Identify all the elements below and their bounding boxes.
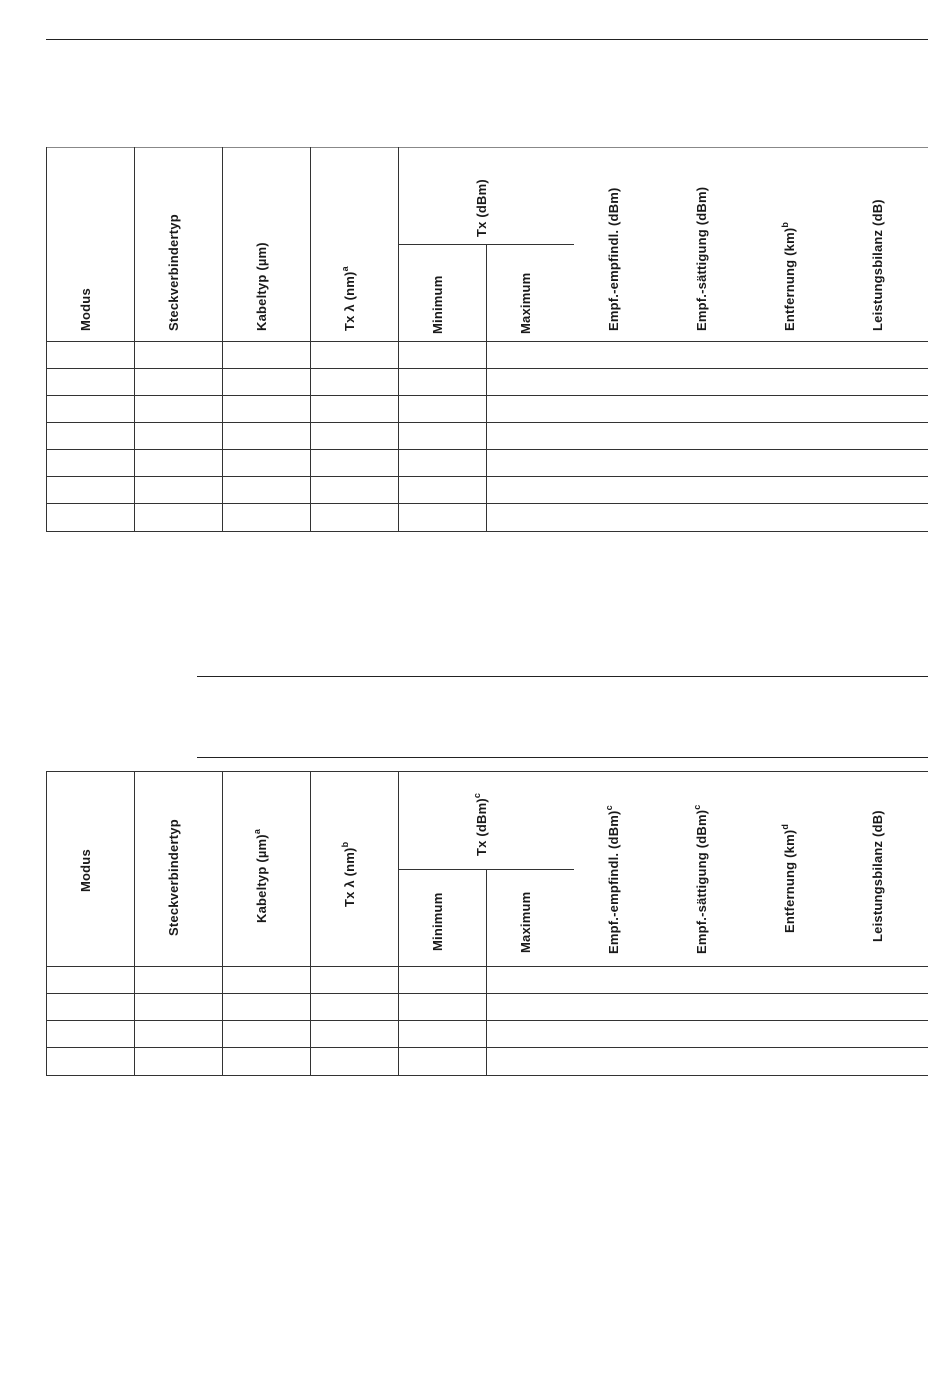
table-row xyxy=(46,993,928,994)
footnote-marker: a xyxy=(252,828,262,835)
footnote-marker: b xyxy=(780,221,790,228)
table2-caption-rule-top xyxy=(197,676,928,677)
header-leistungsbilanz: Leistungsbilanz (dB) xyxy=(870,810,885,942)
footnote-marker: b xyxy=(340,841,350,848)
header-steckverbindertyp: Steckverbindertyp xyxy=(166,819,181,936)
header-tx-dbm: Tx (dBm)$^c$ xyxy=(472,792,489,856)
header-empfindlichkeit: Empf.-empfindl. (dBm) xyxy=(606,187,621,331)
table-border-left xyxy=(46,771,47,1076)
column-divider xyxy=(398,771,399,1076)
footnote-marker: c xyxy=(604,805,614,811)
column-divider xyxy=(222,147,223,532)
header-bottom-line xyxy=(46,966,928,967)
table-row xyxy=(46,368,928,369)
header-minimum: Minimum xyxy=(430,275,445,334)
footnote-marker: c xyxy=(472,792,482,799)
footnote-marker: a xyxy=(340,266,350,272)
header-bottom-line xyxy=(46,341,928,342)
header-minimum: Minimum xyxy=(430,892,445,951)
header-saettigung: Empf.-sättigung (dBm) xyxy=(694,186,709,331)
footnote-marker: d xyxy=(780,823,790,830)
column-divider xyxy=(222,771,223,1076)
footnote-marker: c xyxy=(692,804,702,810)
table-row xyxy=(46,395,928,396)
table-1 xyxy=(46,147,928,532)
header-tx-lambda: Tx λ (nm)$^a$ xyxy=(340,266,357,331)
table-2 xyxy=(46,771,928,1076)
header-leistungsbilanz: Leistungsbilanz (dB) xyxy=(870,199,885,331)
header-maximum: Maximum xyxy=(518,272,533,334)
column-divider xyxy=(310,147,311,532)
table-border-bottom xyxy=(46,1075,928,1076)
header-entfernung: Entfernung (km)$^d$ xyxy=(780,823,797,933)
table-border-bottom xyxy=(46,531,928,532)
header-kabeltyp: Kabeltyp $(\mu m)^a$ xyxy=(252,828,269,923)
top-rule xyxy=(46,39,928,40)
table2-caption-rule-bottom xyxy=(197,757,928,758)
header-maximum: Maximum xyxy=(518,891,533,953)
header-steckverbindertyp: Steckverbindertyp xyxy=(166,214,181,331)
header-modus: Modus xyxy=(78,849,93,892)
column-divider xyxy=(398,147,399,532)
header-entfernung: Entfernung (km)$^b$ xyxy=(780,221,797,331)
header-saettigung: Empf.-sättigung (dBm)$^c$ xyxy=(692,804,709,954)
table-border-left xyxy=(46,147,47,532)
column-divider xyxy=(486,869,487,1076)
table-row xyxy=(46,422,928,423)
header-tx-dbm: Tx (dBm) xyxy=(474,179,489,237)
column-divider xyxy=(310,771,311,1076)
column-divider xyxy=(134,147,135,532)
table-row xyxy=(46,476,928,477)
table-row xyxy=(46,1047,928,1048)
table-row xyxy=(46,449,928,450)
column-divider xyxy=(486,244,487,532)
header-modus: Modus xyxy=(78,288,93,331)
table-border-top xyxy=(46,147,928,148)
header-empfindlichkeit: Empf.-empfindl. (dBm)$^c$ xyxy=(604,805,621,954)
column-divider xyxy=(134,771,135,1076)
header-kabeltyp: Kabeltyp (µm) xyxy=(254,242,269,331)
table-row xyxy=(46,1020,928,1021)
header-tx-lambda: Tx λ (nm)$^b$ xyxy=(340,841,357,907)
table-row xyxy=(46,503,928,504)
table-border-top xyxy=(46,771,928,772)
